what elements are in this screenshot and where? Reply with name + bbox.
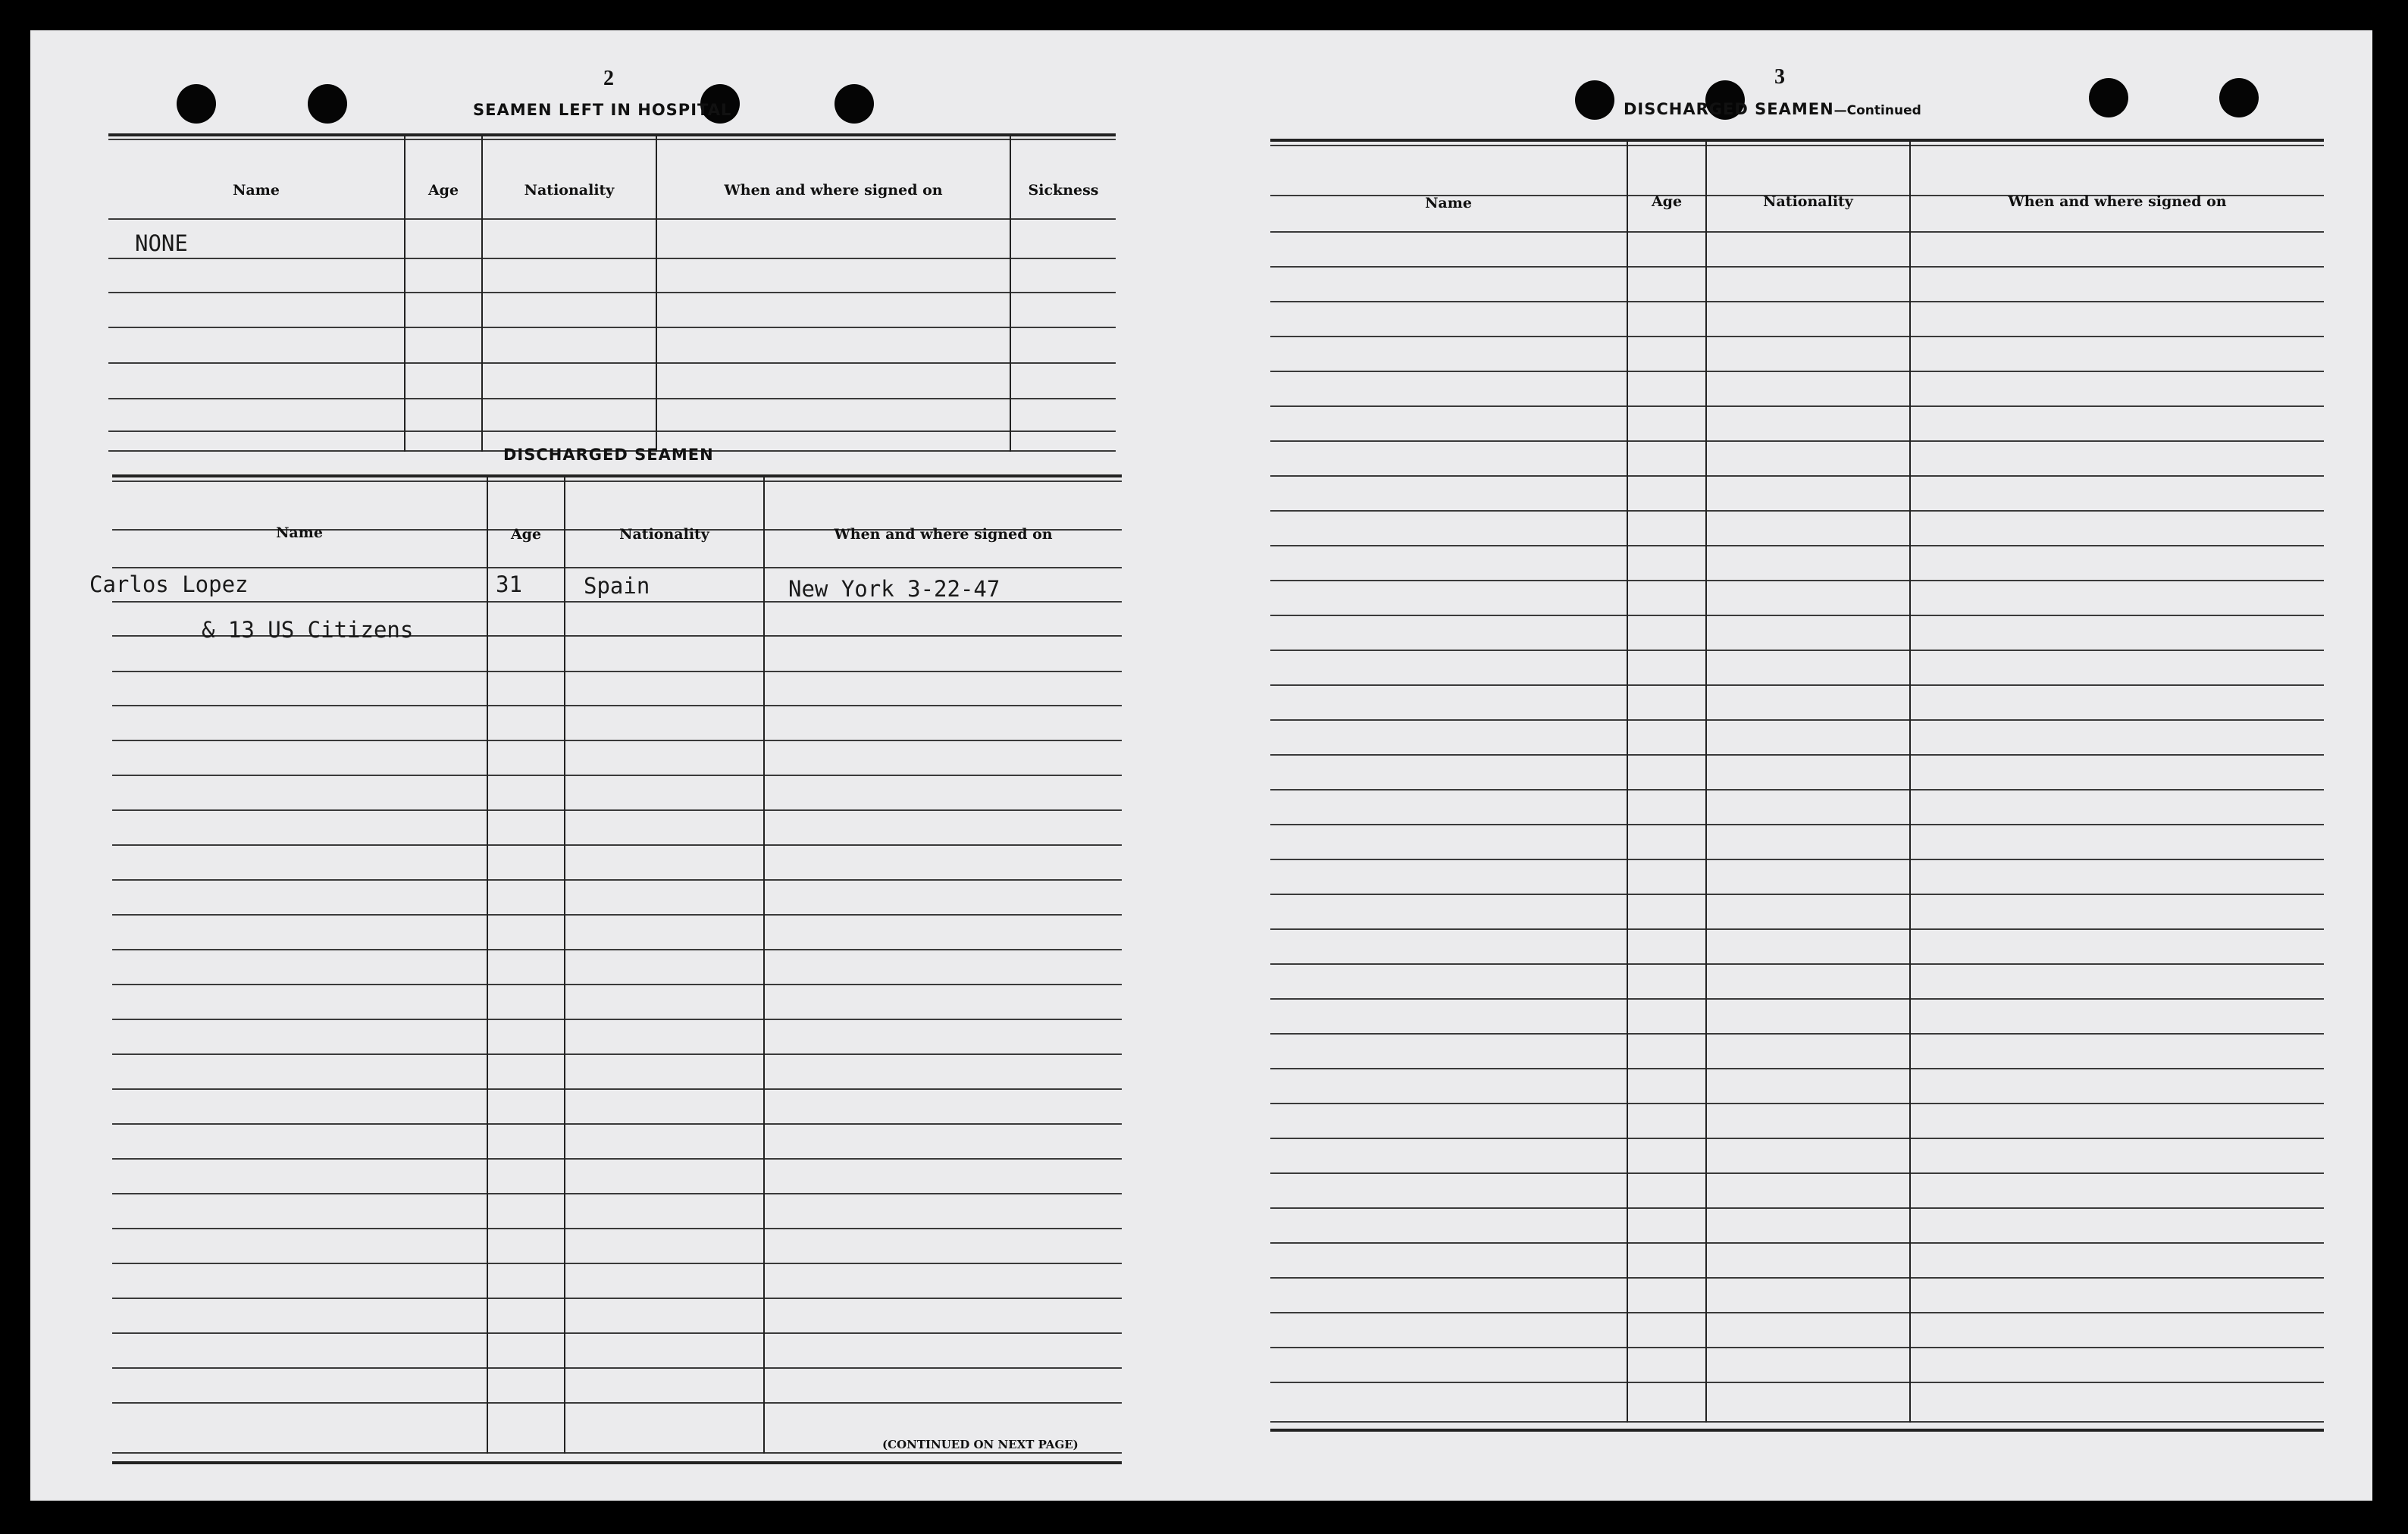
punch-hole	[2219, 78, 2259, 117]
hospital-col-signed-on: When and where signed on	[724, 182, 943, 199]
right-title-main: DISCHARGED SEAMEN	[1624, 100, 1834, 118]
right-col-signed-on: When and where signed on	[2008, 193, 2227, 210]
punch-hole	[1575, 80, 1614, 120]
hospital-entry-none: NONE	[135, 230, 188, 256]
right-col-nationality: Nationality	[1763, 193, 1853, 210]
discharged-col-name: Name	[276, 524, 323, 541]
seaman-nationality: Spain	[584, 573, 650, 599]
punch-hole	[835, 84, 874, 124]
continued-note: (CONTINUED ON NEXT PAGE)	[882, 1438, 1079, 1451]
document-sheet	[30, 30, 2372, 1501]
hospital-col-nationality: Nationality	[524, 182, 615, 199]
seaman-signed-on: New York 3-22-47	[788, 576, 1000, 602]
discharged-col-nationality: Nationality	[619, 526, 709, 543]
page-number-right: 3	[1774, 65, 1785, 89]
punch-hole	[177, 84, 216, 124]
punch-hole	[2089, 78, 2128, 117]
hospital-col-name: Name	[233, 182, 280, 199]
right-col-name: Name	[1425, 195, 1472, 211]
hospital-table	[108, 133, 1116, 455]
discharged-table-right	[1270, 139, 2324, 1457]
discharged-table-left	[89, 474, 1122, 1467]
hospital-section-title: SEAMEN LEFT IN HOSPITAL	[473, 101, 732, 119]
right-title-suffix: —Continued	[1833, 103, 1921, 118]
punch-hole	[308, 84, 347, 124]
discharged-section-title: DISCHARGED SEAMEN	[503, 446, 714, 464]
discharged-col-age: Age	[510, 526, 542, 543]
right-col-age: Age	[1651, 193, 1683, 210]
page-number-left: 2	[603, 67, 614, 90]
seaman-age: 31	[496, 571, 522, 597]
seaman-name: Carlos Lopez	[89, 571, 249, 597]
hospital-col-age: Age	[427, 182, 459, 199]
discharged-col-signed-on: When and where signed on	[834, 526, 1053, 543]
right-section-title	[1624, 100, 1921, 118]
seaman-group-note: & 13 US Citizens	[202, 617, 414, 643]
hospital-col-sickness: Sickness	[1028, 182, 1099, 199]
